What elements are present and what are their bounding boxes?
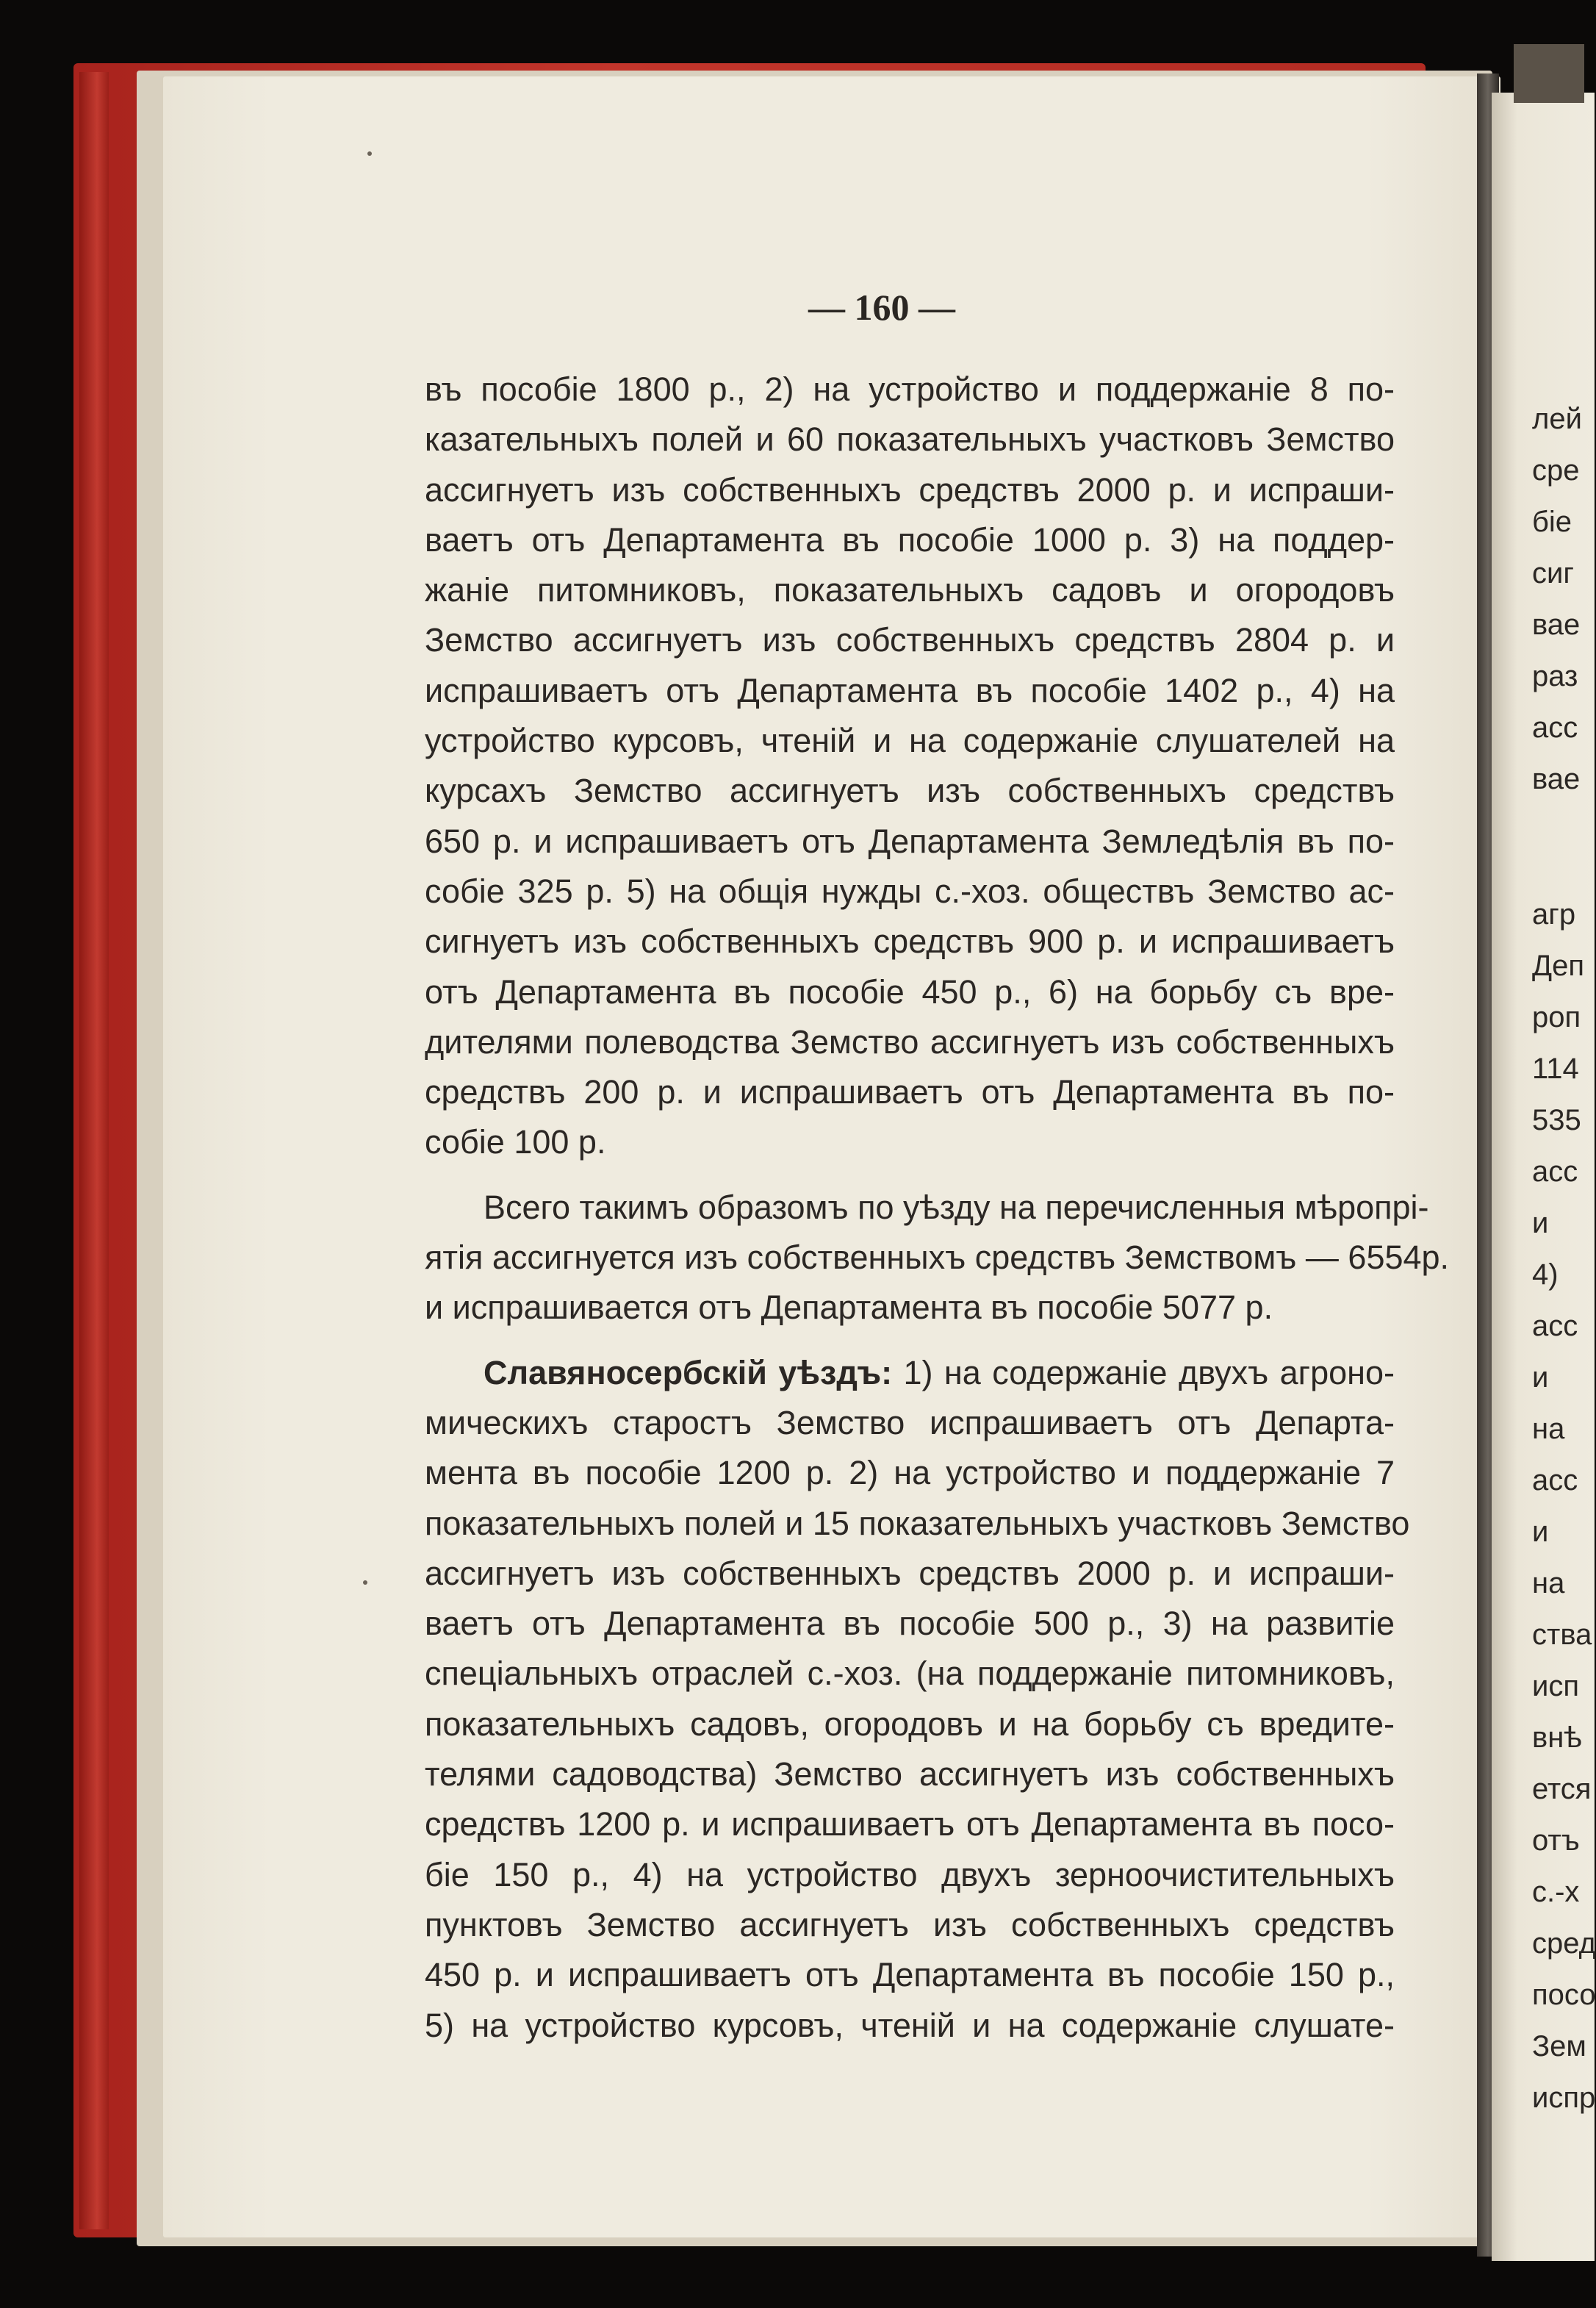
text-line: курсахъ Земство ассигнуетъ изъ собственныхъ средствъ — [425, 772, 1395, 810]
text-line: біе 150 р., 4) на устройство двухъ зерноочистительныхъ — [425, 1855, 1395, 1893]
next-page-fragment: с.-х — [1532, 1876, 1580, 1908]
section-heading: Славяносербскій уѣздъ: — [484, 1353, 893, 1391]
text-line: Земство ассигнуетъ изъ собственныхъ средствъ 2804 р. и — [425, 621, 1395, 659]
next-page-fragment: 114 — [1532, 1053, 1579, 1085]
next-page-fragment: испр — [1532, 2082, 1596, 2114]
next-page-fragment: посо — [1532, 1979, 1596, 2011]
next-page-fragment: раз — [1532, 660, 1578, 692]
next-page-fragment: ется — [1532, 1773, 1592, 1805]
text-line: мента въ пособіе 1200 р. 2) на устройство и поддержаніе 7 — [425, 1454, 1395, 1492]
next-page-fragment: и — [1532, 1207, 1549, 1239]
next-page-fragment: вае — [1532, 609, 1581, 641]
next-page-fragment: и — [1532, 1516, 1549, 1548]
text-line: въ пособіе 1800 р., 2) на устройство и поддержаніе 8 по- — [425, 370, 1395, 408]
next-page-fragment: сред — [1532, 1927, 1596, 1960]
next-page-fragment: сре — [1532, 454, 1580, 487]
next-page-fragment: біе — [1532, 506, 1572, 538]
text-line: средствъ 1200 р. и испрашиваетъ отъ Департамента въ посо- — [425, 1805, 1395, 1843]
text-line: казательныхъ полей и 60 показательныхъ участковъ Земство — [425, 420, 1395, 459]
summary-line: Всего такимъ образомъ по уѣзду на перечисленныя мѣропрі- — [484, 1188, 1429, 1226]
next-page-fragment: сиг — [1532, 557, 1574, 589]
summary-line: и испрашивается отъ Департамента въ пособіе 5077 р. — [425, 1289, 1273, 1327]
text-line: испрашиваетъ отъ Департамента въ пособіе 1402 р., 4) на — [425, 671, 1395, 709]
next-page-fragment: исп — [1532, 1670, 1580, 1702]
text-line: сигнуетъ изъ собственныхъ средствъ 900 р. и испрашиваетъ — [425, 922, 1395, 961]
text-line: ваетъ отъ Департамента въ пособіе 500 р., 3) на развитіе — [425, 1605, 1395, 1643]
text-line: 450 р. и испрашиваетъ отъ Департамента въ пособіе 150 р., — [425, 1956, 1395, 1994]
text-line: пунктовъ Земство ассигнуетъ изъ собственныхъ средствъ — [425, 1905, 1395, 1943]
text-line: 5) на устройство курсовъ, чтеній и на содержаніе слушате- — [425, 2006, 1395, 2044]
next-page-fragment: внѣ — [1532, 1721, 1582, 1754]
text-line: спеціальныхъ отраслей с.-хоз. (на поддержаніе питомниковъ, — [425, 1655, 1395, 1693]
text-line: ассигнуетъ изъ собственныхъ средствъ 2000 р. и испраши- — [425, 470, 1395, 509]
page-speck — [367, 151, 372, 156]
next-page-fragment: асс — [1532, 712, 1578, 744]
next-page-fragment: асс — [1532, 1310, 1578, 1342]
summary-line: ятія ассигнуется изъ собственныхъ средствъ Земствомъ — 6554р. — [425, 1239, 1450, 1277]
next-page-fragment: на — [1532, 1567, 1565, 1599]
text-line: телями садоводства) Земство ассигнуетъ изъ собственныхъ — [425, 1755, 1395, 1793]
next-page-fragment: лей — [1532, 403, 1582, 435]
text-line: собіе 100 р. — [425, 1123, 606, 1161]
next-page-fragment: на — [1532, 1413, 1565, 1445]
next-page-fragment: и — [1532, 1361, 1549, 1394]
text-line: устройство курсовъ, чтеній и на содержаніе слушателей на — [425, 722, 1395, 760]
text-line: показательныхъ полей и 15 показательныхъ участковъ Земство — [425, 1504, 1410, 1542]
next-page-fragment: 535 — [1532, 1104, 1581, 1136]
text-line: ваетъ отъ Департамента въ пособіе 1000 р. 3) на поддер- — [425, 520, 1395, 559]
page-speck — [363, 1580, 367, 1585]
text-line: дителями полеводства Земство ассигнуетъ изъ собственныхъ — [425, 1022, 1395, 1061]
text-line: средствъ 200 р. и испрашиваетъ отъ Департамента въ по- — [425, 1073, 1395, 1111]
next-page-fragment: агр — [1532, 898, 1576, 931]
page-text — [425, 365, 1450, 2051]
next-page-fragment: 4) — [1532, 1258, 1559, 1291]
next-page-fragment: асс — [1532, 1155, 1578, 1188]
next-page-fragment: Деп — [1532, 950, 1584, 982]
text-line: мическихъ старостъ Земство испрашиваетъ отъ Департа- — [425, 1403, 1395, 1441]
next-page-fragment: роп — [1532, 1001, 1581, 1033]
text-line: собіе 325 р. 5) на общія нужды с.-хоз. обществъ Земство ас- — [425, 872, 1395, 910]
next-page-fragment: отъ — [1532, 1824, 1580, 1857]
text-line: отъ Департамента въ пособіе 450 р., 6) на борьбу съ вре- — [425, 972, 1395, 1011]
text-line: 650 р. и испрашиваетъ отъ Департамента Земледѣлія въ по- — [425, 822, 1395, 860]
text-line: ассигнуетъ изъ собственныхъ средствъ 2000 р. и испраши- — [425, 1554, 1395, 1592]
background-strip — [1514, 44, 1584, 103]
next-page-fragment: Зем — [1532, 2030, 1586, 2062]
next-page-fragment: вае — [1532, 763, 1581, 795]
cover-edge — [79, 72, 109, 2229]
page-number: — 160 — — [808, 287, 955, 328]
section-first-line — [425, 1348, 1395, 1398]
text-line: жаніе питомниковъ, показательныхъ садовъ и огородовъ — [425, 571, 1395, 609]
next-page-fragment: асс — [1532, 1464, 1578, 1497]
section-first-line-rest: 1) на содержаніе двухъ агроно- — [892, 1353, 1395, 1391]
next-page-fragment: ства — [1532, 1619, 1592, 1651]
text-line: показательныхъ садовъ, огородовъ и на борьбу съ вредите- — [425, 1705, 1395, 1743]
